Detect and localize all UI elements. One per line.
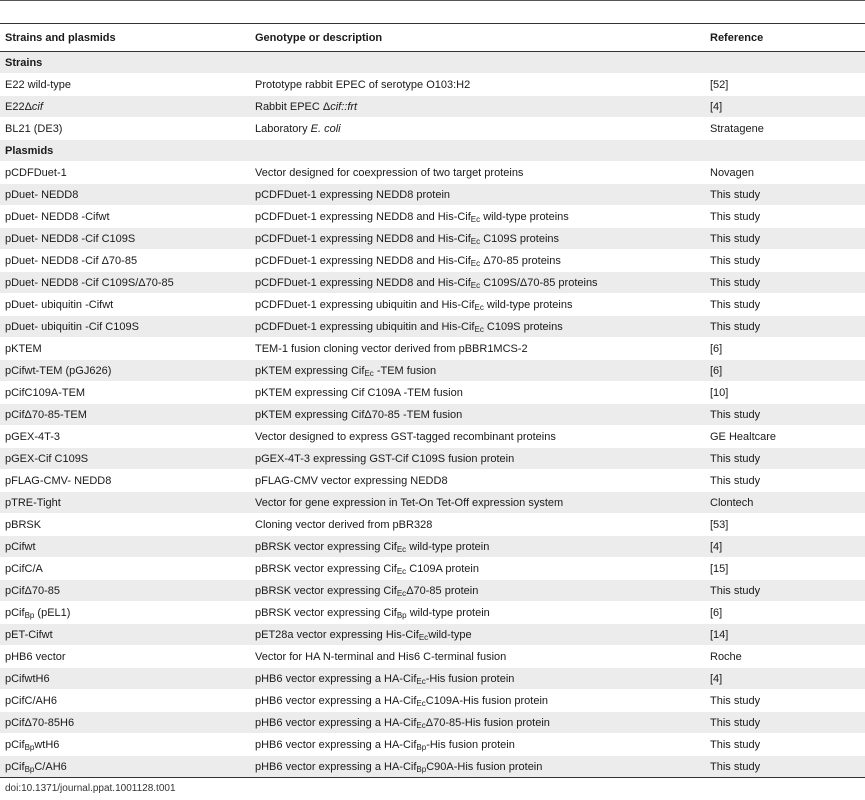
reference-cell: This study xyxy=(710,408,761,421)
description-cell: pHB6 vector expressing a HA-Cif$_{Ec}$-His fusion protein xyxy=(255,672,515,686)
name-cell: E22 wild-type xyxy=(5,78,72,91)
table-row xyxy=(0,624,865,646)
description-cell: pKTEM expressing Cif$_{Ec}$ -TEM fusion xyxy=(255,364,437,378)
strains-plasmids-table xyxy=(0,23,865,778)
name-cell: pCifwt-TEM (pGJ626) xyxy=(5,364,112,377)
reference-cell: This study xyxy=(710,188,761,201)
description-cell: Prototype rabbit EPEC of serotype O103:H2 xyxy=(255,78,471,91)
name-cell: pCif$_{Bp}$C/AH6 xyxy=(5,760,67,774)
description-cell: pFLAG-CMV vector expressing NEDD8 xyxy=(255,474,448,487)
name-cell: pGEX-Cif C109S xyxy=(5,452,89,465)
description-cell: Laboratory E. coli xyxy=(255,122,341,135)
reference-cell: This study xyxy=(710,738,761,751)
description-cell: pCDFDuet-1 expressing NEDD8 and His-Cif$_{Ec}$ wild-type proteins xyxy=(255,210,569,224)
description-cell: pKTEM expressing CifΔ70-85 -TEM fusion xyxy=(255,408,463,421)
table-row xyxy=(0,206,865,228)
reference-cell: [6] xyxy=(710,342,723,355)
reference-cell: [4] xyxy=(710,540,723,553)
reference-cell: GE Healtcare xyxy=(710,430,777,443)
description-cell: Cloning vector derived from pBR328 xyxy=(255,518,433,531)
name-cell: pCifC109A-TEM xyxy=(5,386,86,399)
name-cell: pET-Cifwt xyxy=(5,628,53,641)
table-row xyxy=(0,756,865,778)
description-cell: pBRSK vector expressing Cif$_{Bp}$ wild-type protein xyxy=(255,606,490,620)
name-cell: pBRSK xyxy=(5,518,42,531)
description-cell: Rabbit EPEC Δcif::frt xyxy=(255,100,358,113)
name-cell: BL21 (DE3) xyxy=(5,122,63,135)
table-row xyxy=(0,162,865,184)
header-genotype-description: Genotype or description xyxy=(255,31,383,44)
name-cell: pDuet- ubiquitin -Cifwt xyxy=(5,298,114,311)
header-strains-plasmids: Strains and plasmids xyxy=(5,31,116,44)
table-body xyxy=(0,52,865,778)
description-cell: pHB6 vector expressing a HA-Cif$_{Bp}$C90A-His fusion protein xyxy=(255,760,543,774)
name-cell: pGEX-4T-3 xyxy=(5,430,61,443)
table-row xyxy=(0,602,865,624)
table-row xyxy=(0,690,865,712)
reference-cell: [53] xyxy=(710,518,729,531)
name-cell: pCif$_{Bp}$wtH6 xyxy=(5,738,60,752)
name-cell: pDuet- NEDD8 -Cif C109S xyxy=(5,232,136,245)
doi-caption: doi:10.1371/journal.ppat.1001128.t001 xyxy=(5,783,176,794)
reference-cell: [52] xyxy=(710,78,729,91)
description-cell: pBRSK vector expressing Cif$_{Ec}$Δ70-85 protein xyxy=(255,584,479,598)
description-cell: pHB6 vector expressing a HA-Cif$_{Bp}$-His fusion protein xyxy=(255,738,515,752)
table-row xyxy=(0,558,865,580)
table-row xyxy=(0,382,865,404)
reference-cell: This study xyxy=(710,232,761,245)
description-cell: pCDFDuet-1 expressing ubiquitin and His-Cif$_{Ec}$ wild-type proteins xyxy=(255,298,573,312)
reference-cell: This study xyxy=(710,474,761,487)
name-cell: pDuet- NEDD8 xyxy=(5,188,79,201)
description-cell: pKTEM expressing Cif C109A -TEM fusion xyxy=(255,386,463,399)
description-cell: pGEX-4T-3 expressing GST-Cif C109S fusion protein xyxy=(255,452,515,465)
name-cell: pDuet- NEDD8 -Cif Δ70-85 xyxy=(5,254,138,267)
top-rule xyxy=(0,0,865,1)
name-cell: pCifΔ70-85-TEM xyxy=(5,408,87,421)
name-cell: pTRE-Tight xyxy=(5,496,61,509)
reference-cell: This study xyxy=(710,210,761,223)
section-row xyxy=(0,52,865,74)
name-cell: pKTEM xyxy=(5,342,42,355)
reference-cell: Clontech xyxy=(710,496,754,509)
name-cell: pCifC/A xyxy=(5,562,43,575)
table-row xyxy=(0,448,865,470)
reference-cell: [4] xyxy=(710,672,723,685)
name-cell: pCDFDuet-1 xyxy=(5,166,67,179)
reference-cell: This study xyxy=(710,716,761,729)
section-title: Plasmids xyxy=(5,144,54,157)
description-cell: pCDFDuet-1 expressing ubiquitin and His-Cif$_{Ec}$ C109S proteins xyxy=(255,320,563,334)
reference-cell: [15] xyxy=(710,562,729,575)
table-row xyxy=(0,426,865,448)
table-row xyxy=(0,272,865,294)
reference-cell: This study xyxy=(710,452,761,465)
name-cell: pCifΔ70-85 xyxy=(5,584,61,597)
name-cell: pCifwtH6 xyxy=(5,672,50,685)
name-cell: pDuet- ubiquitin -Cif C109S xyxy=(5,320,139,333)
section-row xyxy=(0,140,865,162)
description-cell: Vector for HA N-terminal and His6 C-terminal fusion xyxy=(255,650,507,663)
header-reference: Reference xyxy=(710,31,764,44)
reference-cell: [6] xyxy=(710,606,723,619)
name-cell: pFLAG-CMV- NEDD8 xyxy=(5,474,112,487)
description-cell: pHB6 vector expressing a HA-Cif$_{Ec}$Δ70-85-His fusion protein xyxy=(255,716,550,730)
name-cell: pCifΔ70-85H6 xyxy=(5,716,75,729)
description-cell: TEM-1 fusion cloning vector derived from pBBR1MCS-2 xyxy=(255,342,528,355)
name-cell: pCifC/AH6 xyxy=(5,694,57,707)
description-cell: Vector designed to express GST-tagged recombinant proteins xyxy=(255,430,556,443)
table-row xyxy=(0,228,865,250)
name-cell: E22Δcif xyxy=(5,100,43,113)
table-row xyxy=(0,514,865,536)
description-cell: pCDFDuet-1 expressing NEDD8 and His-Cif$_{Ec}$ C109S/Δ70-85 proteins xyxy=(255,276,598,290)
reference-cell: [6] xyxy=(710,364,723,377)
table-row xyxy=(0,712,865,734)
reference-cell: Novagen xyxy=(710,166,755,179)
reference-cell: This study xyxy=(710,320,761,333)
table-row xyxy=(0,360,865,382)
reference-cell: This study xyxy=(710,254,761,267)
table-row xyxy=(0,74,865,96)
name-cell: pDuet- NEDD8 -Cifwt xyxy=(5,210,110,223)
description-cell: pET28a vector expressing His-Cif$_{Ec}$wild-type xyxy=(255,628,472,642)
description-cell: pBRSK vector expressing Cif$_{Ec}$ wild-type protein xyxy=(255,540,490,554)
table-row xyxy=(0,96,865,118)
description-cell: pBRSK vector expressing Cif$_{Ec}$ C109A protein xyxy=(255,562,479,576)
section-title: Strains xyxy=(5,56,43,69)
description-cell: pHB6 vector expressing a HA-Cif$_{Ec}$C109A-His fusion protein xyxy=(255,694,549,708)
table-row xyxy=(0,250,865,272)
name-cell: pHB6 vector xyxy=(5,650,66,663)
table-row xyxy=(0,668,865,690)
table-row xyxy=(0,646,865,668)
name-cell: pCifwt xyxy=(5,540,36,553)
name-cell: pCif$_{Bp}$ (pEL1) xyxy=(5,606,71,620)
table-row xyxy=(0,470,865,492)
table-header-row xyxy=(0,24,865,52)
description-cell: pCDFDuet-1 expressing NEDD8 protein xyxy=(255,188,451,201)
name-cell: pDuet- NEDD8 -Cif C109S/Δ70-85 xyxy=(5,276,174,289)
reference-cell: This study xyxy=(710,276,761,289)
table-row xyxy=(0,294,865,316)
table-row xyxy=(0,338,865,360)
table-row xyxy=(0,184,865,206)
reference-cell: This study xyxy=(710,584,761,597)
reference-cell: Stratagene xyxy=(710,122,764,135)
reference-cell: Roche xyxy=(710,650,742,663)
table-row xyxy=(0,734,865,756)
table-row xyxy=(0,404,865,426)
reference-cell: This study xyxy=(710,694,761,707)
description-cell: pCDFDuet-1 expressing NEDD8 and His-Cif$_{Ec}$ Δ70-85 proteins xyxy=(255,254,561,268)
reference-cell: [10] xyxy=(710,386,729,399)
table-row xyxy=(0,580,865,602)
reference-cell: [14] xyxy=(710,628,729,641)
table-row xyxy=(0,536,865,558)
reference-cell: [4] xyxy=(710,100,723,113)
description-cell: pCDFDuet-1 expressing NEDD8 and His-Cif$_{Ec}$ C109S proteins xyxy=(255,232,560,246)
reference-cell: This study xyxy=(710,760,761,773)
table-row xyxy=(0,316,865,338)
description-cell: Vector designed for coexpression of two target proteins xyxy=(255,166,524,179)
description-cell: Vector for gene expression in Tet-On Tet-Off expression system xyxy=(255,496,564,509)
reference-cell: This study xyxy=(710,298,761,311)
table-row xyxy=(0,118,865,140)
table-row xyxy=(0,492,865,514)
